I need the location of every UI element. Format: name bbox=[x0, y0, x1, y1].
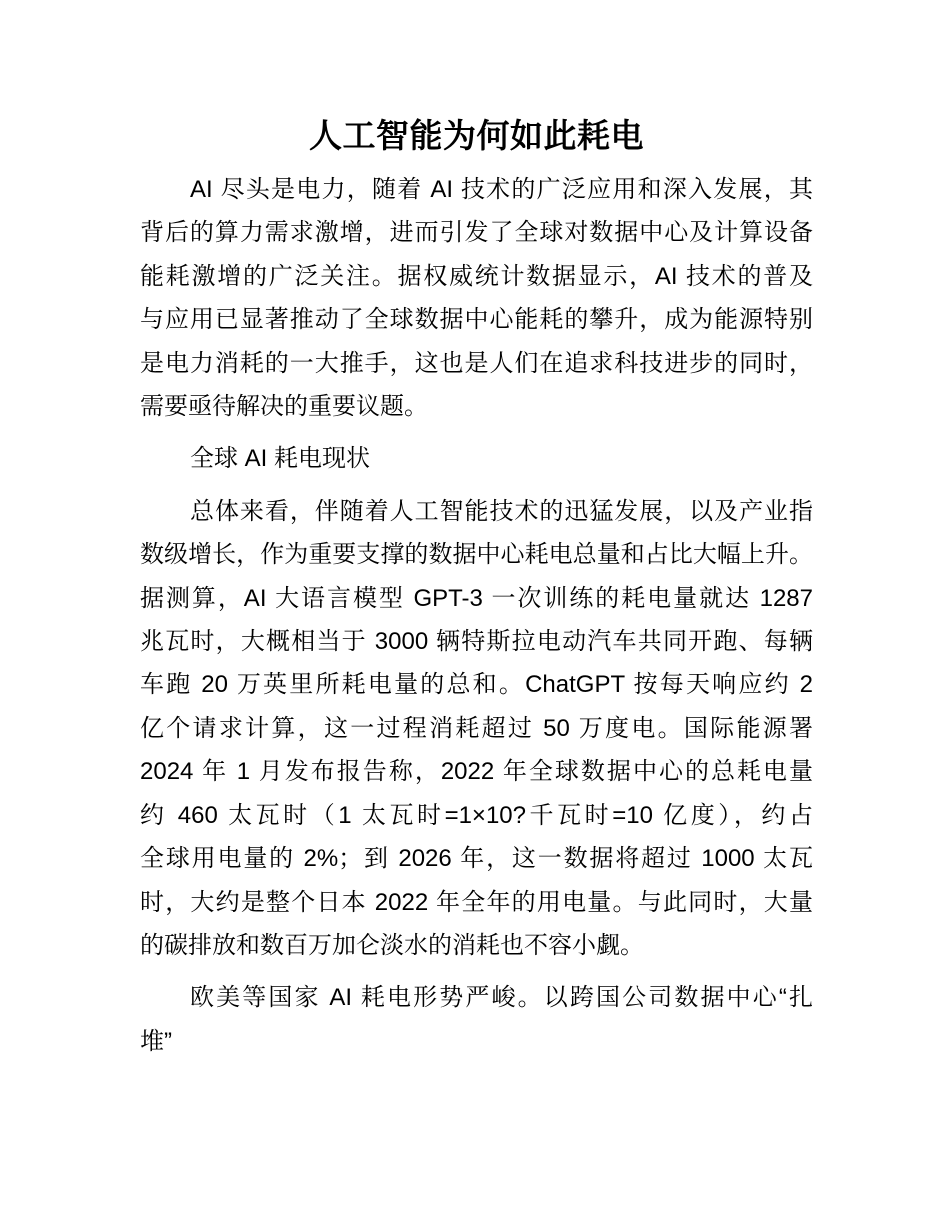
text-line: 时，大约是整个日本 2022 年全年的用电量。与此同时，大量 bbox=[140, 888, 813, 916]
paragraph-global-status bbox=[140, 490, 813, 967]
paragraph-intro bbox=[140, 168, 813, 428]
section-heading: 全球 AI 耗电现状 bbox=[190, 445, 371, 473]
text-line: 兆瓦时，大概相当于 3000 辆特斯拉电动汽车共同开跑、每辆 bbox=[140, 628, 813, 656]
text-line: 欧美等国家 AI 耗电形势严峻。以跨国公司数据中心“扎 bbox=[190, 984, 813, 1012]
document-title: 人工智能为何如此耗电 bbox=[309, 117, 644, 154]
section-heading-block bbox=[140, 437, 813, 480]
text-line: 总体来看，伴随着人工智能技术的迅猛发展，以及产业指 bbox=[190, 497, 813, 525]
text-line: 背后的算力需求激增，进而引发了全球对数据中心及计算设备 bbox=[140, 219, 813, 247]
text-line: AI 尽头是电力，随着 AI 技术的广泛应用和深入发展，其 bbox=[190, 176, 813, 203]
paragraph-europe-us bbox=[140, 976, 813, 1063]
text-line: 能耗激增的广泛关注。据权威统计数据显示，AI 技术的普及 bbox=[140, 262, 813, 290]
text-line: 约 460 太瓦时（1 太瓦时=1×10?千瓦时=10 亿度），约占 bbox=[140, 801, 813, 829]
text-line: 全球用电量的 2%；到 2026 年，这一数据将超过 1000 太瓦 bbox=[140, 845, 813, 873]
text-line: 数级增长，作为重要支撑的数据中心耗电总量和占比大幅上升。 bbox=[140, 541, 813, 569]
text-line: 是电力消耗的一大推手，这也是人们在追求科技进步的同时， bbox=[140, 349, 813, 377]
text-line: 的碳排放和数百万加仑淡水的消耗也不容小觑。 bbox=[140, 931, 644, 959]
text-line: 据测算，AI 大语言模型 GPT-3 一次训练的耗电量就达 1287 bbox=[140, 584, 813, 612]
text-line: 2024 年 1 月发布报告称，2022 年全球数据中心的总耗电量 bbox=[140, 758, 813, 786]
text-line: 亿个请求计算，这一过程消耗超过 50 万度电。国际能源署 bbox=[140, 714, 813, 742]
text-line: 与应用已显著推动了全球数据中心能耗的攀升，成为能源特别 bbox=[140, 306, 813, 334]
text-line: 堆” bbox=[140, 1027, 172, 1055]
text-line: 车跑 20 万英里所耗电量的总和。ChatGPT 按每天响应约 2 bbox=[140, 671, 813, 699]
text-line: 需要亟待解决的重要议题。 bbox=[140, 393, 428, 421]
